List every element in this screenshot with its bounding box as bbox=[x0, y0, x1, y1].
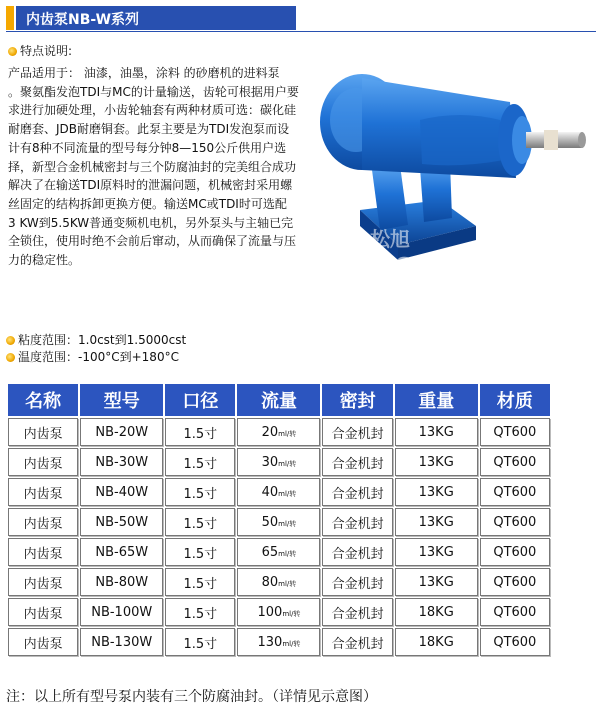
cell-weight: 13KG bbox=[395, 538, 478, 566]
flow-value: 65 bbox=[261, 544, 279, 560]
footnote: 注：以上所有型号泵内装有三个防腐油封。（详情见示意图） bbox=[6, 689, 377, 705]
cell-model: NB-50W bbox=[80, 508, 163, 536]
watermark-logo: 松旭 bbox=[370, 227, 410, 251]
flow-value: 20 bbox=[261, 424, 279, 440]
flow-unit: ml/转 bbox=[278, 519, 297, 528]
flow-unit: ml/转 bbox=[282, 639, 301, 648]
cell-material: QT600 bbox=[480, 538, 550, 566]
viscosity-text: 粘度范围：1.0cst到1.5000cst bbox=[18, 333, 187, 347]
cell-seal: 合金机封 bbox=[322, 568, 392, 596]
cell-weight: 18KG bbox=[395, 598, 478, 626]
bullet-icon bbox=[6, 336, 15, 345]
title-accent bbox=[6, 6, 14, 30]
description-line: 。聚氨酯发泡TDI与MC的计量输送，齿轮可根据用户要 bbox=[8, 84, 299, 99]
header-bore: 口径 bbox=[165, 384, 235, 416]
viscosity-range bbox=[6, 331, 186, 348]
cell-name: 内齿泵 bbox=[8, 568, 78, 596]
description-line: 产品适用于： 油漆，油墨，涂料 的砂磨机的进料泵 bbox=[8, 66, 280, 80]
cell-material: QT600 bbox=[480, 568, 550, 596]
cell-weight: 13KG bbox=[395, 568, 478, 596]
header-material: 材质 bbox=[480, 384, 550, 416]
cell-weight: 18KG bbox=[395, 628, 478, 656]
cell-model: NB-100W bbox=[80, 598, 163, 626]
header-name: 名称 bbox=[8, 384, 78, 416]
cell-flow bbox=[237, 418, 320, 446]
title-underline bbox=[6, 31, 596, 32]
cell-bore: 1.5寸 bbox=[165, 598, 235, 626]
cell-name: 内齿泵 bbox=[8, 598, 78, 626]
cell-seal: 合金机封 bbox=[322, 598, 392, 626]
cell-weight: 13KG bbox=[395, 478, 478, 506]
cell-bore: 1.5寸 bbox=[165, 418, 235, 446]
cell-flow bbox=[237, 448, 320, 476]
cell-seal: 合金机封 bbox=[322, 418, 392, 446]
flow-value: 50 bbox=[261, 514, 279, 530]
cell-weight: 13KG bbox=[395, 448, 478, 476]
flow-unit: ml/转 bbox=[278, 459, 297, 468]
cell-weight: 13KG bbox=[395, 508, 478, 536]
table-row bbox=[8, 508, 550, 536]
cell-name: 内齿泵 bbox=[8, 508, 78, 536]
description-line: 全锁住，使用时绝不会前后窜动，从而确保了流量与压 bbox=[8, 234, 297, 249]
cell-model: NB-80W bbox=[80, 568, 163, 596]
cell-flow bbox=[237, 538, 320, 566]
cell-bore: 1.5寸 bbox=[165, 568, 235, 596]
table-header-row bbox=[8, 384, 550, 416]
cell-name: 内齿泵 bbox=[8, 448, 78, 476]
cell-weight: 13KG bbox=[395, 418, 478, 446]
flow-unit: ml/转 bbox=[278, 489, 297, 498]
cell-bore: 1.5寸 bbox=[165, 448, 235, 476]
header-model: 型号 bbox=[80, 384, 163, 416]
cell-model: NB-65W bbox=[80, 538, 163, 566]
cell-model: NB-130W bbox=[80, 628, 163, 656]
cell-bore: 1.5寸 bbox=[165, 508, 235, 536]
table-row bbox=[8, 538, 550, 566]
table-row bbox=[8, 478, 550, 506]
table-row bbox=[8, 598, 550, 626]
flow-value: 30 bbox=[261, 454, 279, 470]
flow-unit: ml/转 bbox=[278, 549, 297, 558]
cell-material: QT600 bbox=[480, 508, 550, 536]
flow-value: 80 bbox=[261, 574, 279, 590]
cell-seal: 合金机封 bbox=[322, 508, 392, 536]
description-line: 计有8种不同流量的型号每分钟8—150公斤供用户选 bbox=[8, 140, 287, 155]
product-description bbox=[8, 64, 333, 270]
cell-model: NB-30W bbox=[80, 448, 163, 476]
cell-model: NB-40W bbox=[80, 478, 163, 506]
page-title: 内齿泵NB-W系列 bbox=[26, 12, 140, 28]
cell-name: 内齿泵 bbox=[8, 538, 78, 566]
cell-flow bbox=[237, 508, 320, 536]
table-row bbox=[8, 418, 550, 446]
description-line: 择，新型合金机械密封与三个防腐油封的完美组合成功 bbox=[8, 159, 297, 174]
table-row bbox=[8, 448, 550, 476]
table-row bbox=[8, 628, 550, 656]
description-line: 解决了在输送TDI原料时的泄漏问题，机械密封采用螺 bbox=[8, 178, 293, 193]
cell-seal: 合金机封 bbox=[322, 538, 392, 566]
flow-unit: ml/转 bbox=[282, 609, 301, 618]
bullet-icon bbox=[8, 47, 17, 56]
pump-image bbox=[300, 50, 596, 280]
cell-seal: 合金机封 bbox=[322, 478, 392, 506]
cell-flow bbox=[237, 478, 320, 506]
flow-unit: ml/转 bbox=[278, 579, 297, 588]
cell-seal: 合金机封 bbox=[322, 448, 392, 476]
cell-seal: 合金机封 bbox=[322, 628, 392, 656]
cell-model: NB-20W bbox=[80, 418, 163, 446]
section-title-bar bbox=[6, 6, 296, 30]
flow-value: 40 bbox=[261, 484, 279, 500]
cell-bore: 1.5寸 bbox=[165, 628, 235, 656]
flow-value: 100 bbox=[257, 604, 283, 620]
table-row bbox=[8, 568, 550, 596]
cell-name: 内齿泵 bbox=[8, 418, 78, 446]
description-line: 力的稳定性。 bbox=[8, 253, 81, 268]
cell-flow bbox=[237, 628, 320, 656]
description-line: 耐磨套、JDB耐磨铜套。此泵主要是为TDI发泡泵而设 bbox=[8, 122, 290, 137]
spec-table bbox=[6, 382, 552, 658]
cell-bore: 1.5寸 bbox=[165, 538, 235, 566]
cell-material: QT600 bbox=[480, 448, 550, 476]
header-flow: 流量 bbox=[237, 384, 320, 416]
cell-flow bbox=[237, 568, 320, 596]
cell-bore: 1.5寸 bbox=[165, 478, 235, 506]
flow-value: 130 bbox=[257, 634, 283, 650]
description-line: 丝固定的结构拆卸更换方便。输送MC或TDI时可选配 bbox=[8, 196, 287, 211]
cell-material: QT600 bbox=[480, 598, 550, 626]
description-line: 3 KW到5.5KW普通变频机电机，另外泵头与主轴已完 bbox=[8, 215, 294, 230]
cell-material: QT600 bbox=[480, 628, 550, 656]
cell-name: 内齿泵 bbox=[8, 628, 78, 656]
temperature-range bbox=[6, 348, 179, 365]
cell-material: QT600 bbox=[480, 418, 550, 446]
flow-unit: ml/转 bbox=[278, 429, 297, 438]
cell-material: QT600 bbox=[480, 478, 550, 506]
watermark-text: songxu bbox=[378, 246, 492, 279]
description-line: 求进行加硬处理，小齿轮轴套有两种材质可选：碳化硅 bbox=[8, 103, 297, 118]
header-weight: 重量 bbox=[395, 384, 478, 416]
cell-flow bbox=[237, 598, 320, 626]
bullet-icon bbox=[6, 353, 15, 362]
cell-name: 内齿泵 bbox=[8, 478, 78, 506]
features-heading bbox=[8, 42, 72, 59]
features-heading-text: 特点说明: bbox=[20, 44, 73, 58]
header-seal: 密封 bbox=[322, 384, 392, 416]
temperature-text: 温度范围：-100°C到+180°C bbox=[18, 350, 179, 364]
